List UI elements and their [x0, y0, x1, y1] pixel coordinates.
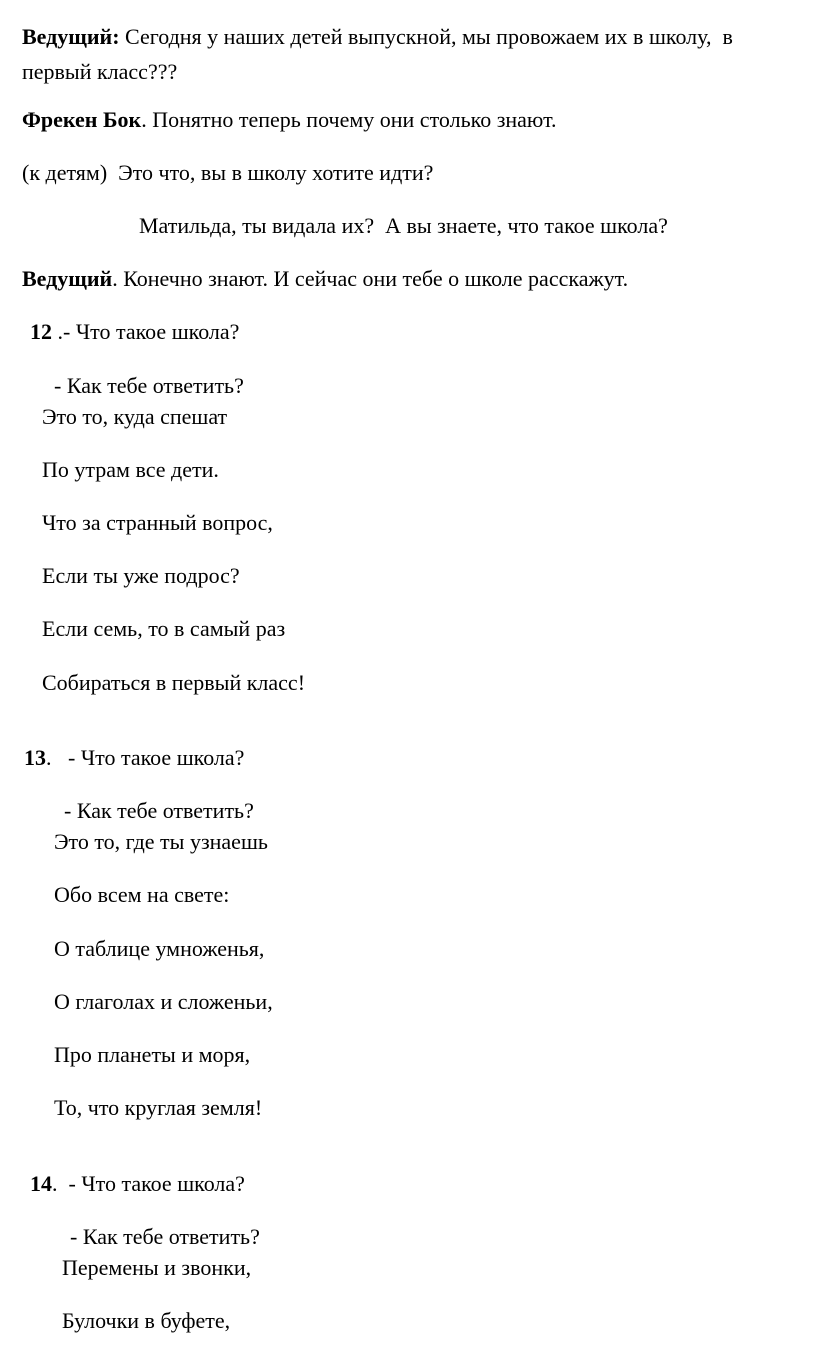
verse-line: Булочки в буфете,: [62, 1308, 231, 1333]
verse-line: Обо всем на свете:: [54, 882, 230, 907]
verse-text: . - Что такое школа?: [46, 745, 245, 770]
verse-line: Что за странный вопрос,: [42, 510, 273, 535]
verse-line: О таблице умноженья,: [54, 936, 265, 961]
speaker-name: Ведущий:: [22, 24, 120, 49]
verse-text: .- Что такое школа?: [52, 319, 240, 344]
verse-text: . - Что такое школа?: [52, 1171, 245, 1196]
speaker-name: Фрекен Бок: [22, 107, 142, 132]
verse-number: 12: [30, 319, 52, 344]
verse-line: Про планеты и моря,: [54, 1042, 251, 1067]
speech-text: . Понятно теперь почему они столько знают.: [141, 107, 557, 132]
verse-text: - Как тебе ответить?: [64, 798, 254, 823]
verse-line: По утрам все дети.: [42, 457, 219, 482]
verse-line: Перемены и звонки,: [62, 1255, 252, 1280]
verse-line: Если семь, то в самый раз: [42, 616, 286, 641]
speech-text: (к детям) Это что, вы в школу хотите идти?: [22, 160, 434, 185]
verse-number: 13: [24, 745, 46, 770]
verse-line: Собираться в первый класс!: [42, 670, 306, 695]
verse-line: Если ты уже подрос?: [42, 563, 240, 588]
speech-text: Сегодня у наших детей выпускной, мы провожаем их в школу, в: [119, 24, 733, 49]
verse-line: Это то, куда спешат: [42, 404, 228, 429]
verse-text: - Как тебе ответить?: [54, 373, 244, 398]
verse-line: То, что круглая земля!: [54, 1095, 263, 1120]
verse-line: О глаголах и сложеньи,: [54, 989, 273, 1014]
speech-text: Матильда, ты видала их? А вы знаете, что такое школа?: [139, 213, 668, 238]
speech-text: первый класс???: [22, 59, 178, 84]
verse-number: 14: [30, 1171, 52, 1196]
verse-text: - Как тебе ответить?: [70, 1224, 260, 1249]
verse-line: Это то, где ты узнаешь: [54, 829, 268, 854]
speaker-name: Ведущий: [22, 266, 113, 291]
speech-text: . Конечно знают. И сейчас они тебе о школе расскажут.: [112, 266, 629, 291]
